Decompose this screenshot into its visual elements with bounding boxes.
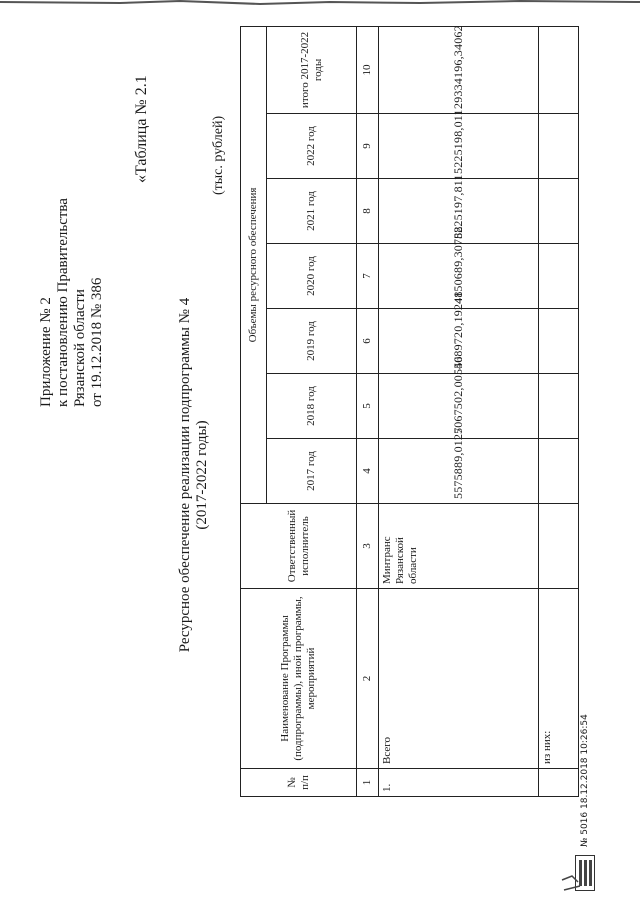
row-executor: Минтранс Рязанской области xyxy=(379,504,539,589)
column-index: 8 xyxy=(357,179,379,244)
value-2020 xyxy=(539,244,579,309)
appendix-block xyxy=(38,198,106,407)
title-line-2: (2017-2022 годы) xyxy=(194,420,210,530)
header-row-1 xyxy=(241,26,267,796)
resource-table xyxy=(240,26,579,797)
value-2018: 5067502,00556 xyxy=(379,374,539,439)
document-title xyxy=(177,225,211,725)
value-2022 xyxy=(539,114,579,179)
value-2017 xyxy=(539,439,579,504)
value-2017: 5575889,0127 xyxy=(379,439,539,504)
header-year-2017: 2017 год xyxy=(267,439,357,504)
header-year-2022: 2022 год xyxy=(267,114,357,179)
column-index: 5 xyxy=(357,374,379,439)
appendix-line: от 19.12.2018 № 386 xyxy=(89,277,105,407)
header-year-2021: 2021 год xyxy=(267,179,357,244)
column-index: 9 xyxy=(357,114,379,179)
header-name: Наименование Программы (подпрограммы), иной программы, мероприятий xyxy=(241,589,357,769)
table-number-label: «Таблица № 2.1 xyxy=(133,75,150,183)
column-index: 1 xyxy=(357,769,379,797)
header-year-2019: 2019 год xyxy=(267,309,357,374)
header-year-2018: 2018 год xyxy=(267,374,357,439)
row-num: 1. xyxy=(379,769,539,797)
row-executor xyxy=(539,504,579,589)
registration-stamp xyxy=(575,714,595,891)
column-index: 10 xyxy=(357,26,379,113)
value-2019: 4089720,19248 xyxy=(379,309,539,374)
scan-corner-mark xyxy=(558,872,588,900)
column-index-row xyxy=(357,26,379,796)
scan-top-edge-mark xyxy=(0,0,640,14)
stamp-text: № 5016 18.12.2018 10:26:54 xyxy=(580,714,590,847)
header-num: № п/п xyxy=(241,769,357,797)
header-year-2020: 2020 год xyxy=(267,244,357,309)
value-2020: 4150689,30788 xyxy=(379,244,539,309)
value-2021: 5225197,811 xyxy=(379,179,539,244)
row-name: из них: xyxy=(539,589,579,769)
value-2021 xyxy=(539,179,579,244)
column-index: 4 xyxy=(357,439,379,504)
value-2022: 5225198,011 xyxy=(379,114,539,179)
title-line-1: Ресурсное обеспечение реализации подпрограммы № 4 xyxy=(177,297,193,653)
column-index: 2 xyxy=(357,589,379,769)
column-index: 7 xyxy=(357,244,379,309)
header-resources-group: Объемы ресурсного обеспечения xyxy=(241,26,267,503)
table-row xyxy=(379,26,539,796)
appendix-line: Рязанской области xyxy=(72,289,88,407)
value-2018 xyxy=(539,374,579,439)
appendix-line: к постановлению Правительства xyxy=(55,198,71,407)
header-executor: Ответственный исполнитель xyxy=(241,504,357,589)
value-total xyxy=(539,26,579,113)
value-2019 xyxy=(539,309,579,374)
header-total: итого 2017-2022 годы xyxy=(267,26,357,113)
column-index: 6 xyxy=(357,309,379,374)
units-label: (тыс. рублей) xyxy=(211,115,226,195)
row-name: Всего xyxy=(379,589,539,769)
appendix-line: Приложение № 2 xyxy=(38,297,54,407)
row-num xyxy=(539,769,579,797)
value-total: 29334196,34062 xyxy=(379,26,539,113)
table-row xyxy=(539,26,579,796)
column-index: 3 xyxy=(357,504,379,589)
